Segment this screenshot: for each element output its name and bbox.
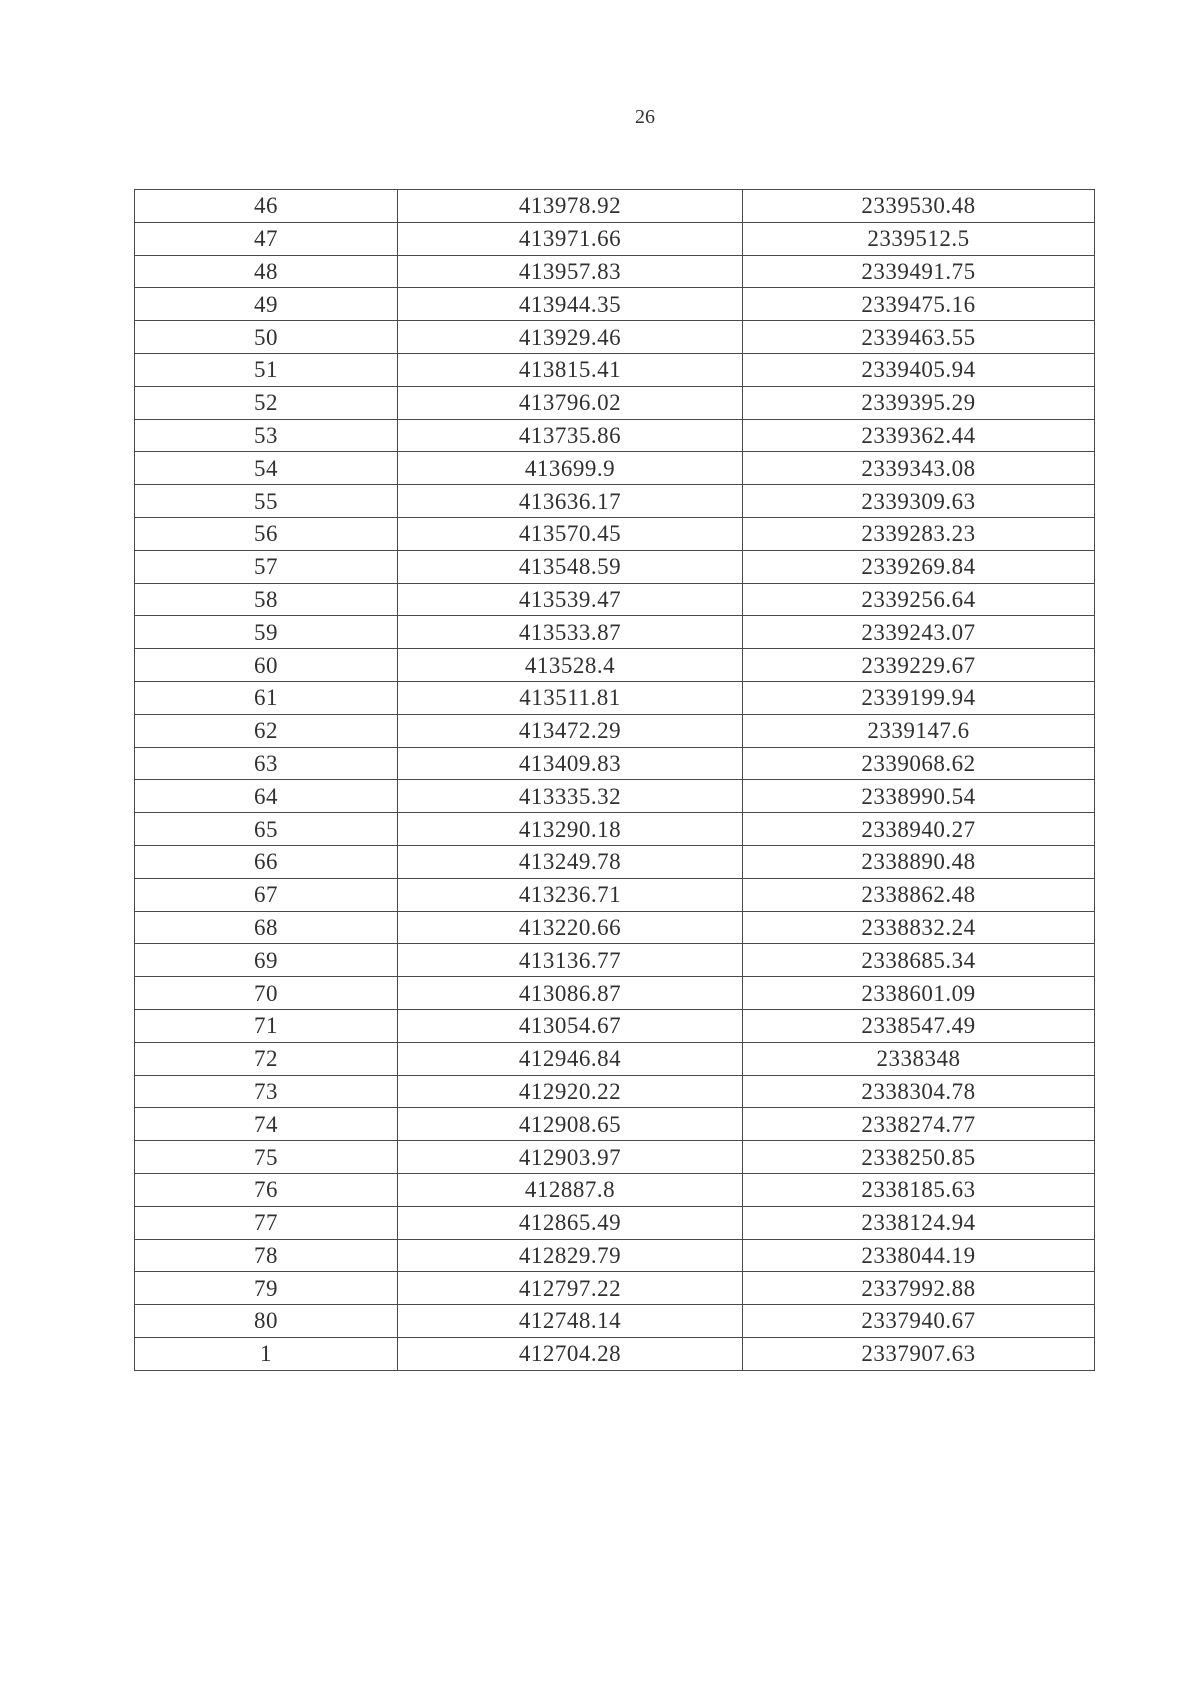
point-number-cell: 79	[135, 1272, 398, 1305]
table-row	[135, 485, 1095, 518]
point-number-cell: 59	[135, 616, 398, 649]
table-row	[135, 190, 1095, 223]
y-coordinate-cell: 2339283.23	[743, 517, 1095, 550]
y-coordinate-cell: 2339147.6	[743, 714, 1095, 747]
y-coordinate-cell: 2338862.48	[743, 878, 1095, 911]
x-coordinate-cell: 413971.66	[398, 222, 743, 255]
x-coordinate-cell: 413472.29	[398, 714, 743, 747]
y-coordinate-cell: 2338124.94	[743, 1206, 1095, 1239]
point-number-cell: 80	[135, 1305, 398, 1338]
x-coordinate-cell: 413533.87	[398, 616, 743, 649]
point-number-cell: 72	[135, 1042, 398, 1075]
x-coordinate-cell: 413815.41	[398, 353, 743, 386]
point-number-cell: 55	[135, 485, 398, 518]
x-coordinate-cell: 413548.59	[398, 550, 743, 583]
x-coordinate-cell: 413086.87	[398, 977, 743, 1010]
table-row	[135, 616, 1095, 649]
table-row	[135, 1009, 1095, 1042]
table-row	[135, 255, 1095, 288]
y-coordinate-cell: 2338185.63	[743, 1173, 1095, 1206]
x-coordinate-cell: 412865.49	[398, 1206, 743, 1239]
y-coordinate-cell: 2339309.63	[743, 485, 1095, 518]
x-coordinate-cell: 412903.97	[398, 1141, 743, 1174]
x-coordinate-cell: 412946.84	[398, 1042, 743, 1075]
point-number-cell: 64	[135, 780, 398, 813]
table-row	[135, 583, 1095, 616]
y-coordinate-cell: 2338547.49	[743, 1009, 1095, 1042]
y-coordinate-cell: 2338890.48	[743, 845, 1095, 878]
coordinate-table-container	[134, 189, 1094, 1371]
point-number-cell: 54	[135, 452, 398, 485]
x-coordinate-cell: 413054.67	[398, 1009, 743, 1042]
table-row	[135, 321, 1095, 354]
x-coordinate-cell: 413290.18	[398, 813, 743, 846]
y-coordinate-cell: 2337992.88	[743, 1272, 1095, 1305]
y-coordinate-cell: 2339229.67	[743, 649, 1095, 682]
point-number-cell: 56	[135, 517, 398, 550]
x-coordinate-cell: 413236.71	[398, 878, 743, 911]
table-row	[135, 1075, 1095, 1108]
x-coordinate-cell: 412920.22	[398, 1075, 743, 1108]
x-coordinate-cell: 413136.77	[398, 944, 743, 977]
y-coordinate-cell: 2338304.78	[743, 1075, 1095, 1108]
point-number-cell: 71	[135, 1009, 398, 1042]
table-row	[135, 1206, 1095, 1239]
x-coordinate-cell: 413957.83	[398, 255, 743, 288]
table-row	[135, 222, 1095, 255]
x-coordinate-cell: 412797.22	[398, 1272, 743, 1305]
table-row	[135, 845, 1095, 878]
x-coordinate-cell: 413570.45	[398, 517, 743, 550]
table-row	[135, 1337, 1095, 1370]
table-row	[135, 911, 1095, 944]
y-coordinate-cell: 2338601.09	[743, 977, 1095, 1010]
table-row	[135, 1272, 1095, 1305]
y-coordinate-cell: 2339256.64	[743, 583, 1095, 616]
x-coordinate-cell: 413735.86	[398, 419, 743, 452]
table-row	[135, 681, 1095, 714]
y-coordinate-cell: 2339362.44	[743, 419, 1095, 452]
y-coordinate-cell: 2339491.75	[743, 255, 1095, 288]
y-coordinate-cell: 2339475.16	[743, 288, 1095, 321]
x-coordinate-cell: 413511.81	[398, 681, 743, 714]
point-number-cell: 70	[135, 977, 398, 1010]
y-coordinate-cell: 2338940.27	[743, 813, 1095, 846]
table-row	[135, 288, 1095, 321]
x-coordinate-cell: 412704.28	[398, 1337, 743, 1370]
point-number-cell: 53	[135, 419, 398, 452]
point-number-cell: 58	[135, 583, 398, 616]
table-row	[135, 550, 1095, 583]
y-coordinate-cell: 2339243.07	[743, 616, 1095, 649]
y-coordinate-cell: 2338348	[743, 1042, 1095, 1075]
table-row	[135, 1108, 1095, 1141]
point-number-cell: 50	[135, 321, 398, 354]
x-coordinate-cell: 413409.83	[398, 747, 743, 780]
x-coordinate-cell: 413929.46	[398, 321, 743, 354]
x-coordinate-cell: 412887.8	[398, 1173, 743, 1206]
y-coordinate-cell: 2338250.85	[743, 1141, 1095, 1174]
x-coordinate-cell: 413796.02	[398, 386, 743, 419]
y-coordinate-cell: 2338044.19	[743, 1239, 1095, 1272]
point-number-cell: 66	[135, 845, 398, 878]
y-coordinate-cell: 2338990.54	[743, 780, 1095, 813]
x-coordinate-cell: 413249.78	[398, 845, 743, 878]
table-row	[135, 714, 1095, 747]
point-number-cell: 76	[135, 1173, 398, 1206]
table-row	[135, 386, 1095, 419]
point-number-cell: 75	[135, 1141, 398, 1174]
x-coordinate-cell: 413220.66	[398, 911, 743, 944]
point-number-cell: 62	[135, 714, 398, 747]
x-coordinate-cell: 413539.47	[398, 583, 743, 616]
point-number-cell: 57	[135, 550, 398, 583]
y-coordinate-cell: 2337940.67	[743, 1305, 1095, 1338]
point-number-cell: 48	[135, 255, 398, 288]
y-coordinate-cell: 2338274.77	[743, 1108, 1095, 1141]
x-coordinate-cell: 413978.92	[398, 190, 743, 223]
point-number-cell: 60	[135, 649, 398, 682]
page-number: 26	[635, 106, 655, 128]
table-row	[135, 1042, 1095, 1075]
y-coordinate-cell: 2339199.94	[743, 681, 1095, 714]
point-number-cell: 67	[135, 878, 398, 911]
coordinate-table	[134, 189, 1095, 1371]
x-coordinate-cell: 412829.79	[398, 1239, 743, 1272]
table-row	[135, 1305, 1095, 1338]
table-row	[135, 517, 1095, 550]
y-coordinate-cell: 2339269.84	[743, 550, 1095, 583]
y-coordinate-cell: 2339395.29	[743, 386, 1095, 419]
point-number-cell: 77	[135, 1206, 398, 1239]
point-number-cell: 63	[135, 747, 398, 780]
point-number-cell: 47	[135, 222, 398, 255]
y-coordinate-cell: 2339343.08	[743, 452, 1095, 485]
x-coordinate-cell: 413699.9	[398, 452, 743, 485]
table-row	[135, 353, 1095, 386]
point-number-cell: 52	[135, 386, 398, 419]
y-coordinate-cell: 2339512.5	[743, 222, 1095, 255]
table-row	[135, 452, 1095, 485]
point-number-cell: 46	[135, 190, 398, 223]
table-row	[135, 1173, 1095, 1206]
table-row	[135, 944, 1095, 977]
x-coordinate-cell: 413528.4	[398, 649, 743, 682]
x-coordinate-cell: 412748.14	[398, 1305, 743, 1338]
y-coordinate-cell: 2337907.63	[743, 1337, 1095, 1370]
table-row	[135, 1239, 1095, 1272]
point-number-cell: 73	[135, 1075, 398, 1108]
table-row	[135, 977, 1095, 1010]
table-row	[135, 649, 1095, 682]
point-number-cell: 49	[135, 288, 398, 321]
y-coordinate-cell: 2339068.62	[743, 747, 1095, 780]
point-number-cell: 69	[135, 944, 398, 977]
point-number-cell: 61	[135, 681, 398, 714]
table-row	[135, 813, 1095, 846]
point-number-cell: 51	[135, 353, 398, 386]
table-row	[135, 747, 1095, 780]
x-coordinate-cell: 412908.65	[398, 1108, 743, 1141]
table-row	[135, 878, 1095, 911]
point-number-cell: 68	[135, 911, 398, 944]
table-row	[135, 1141, 1095, 1174]
table-row	[135, 419, 1095, 452]
y-coordinate-cell: 2338685.34	[743, 944, 1095, 977]
point-number-cell: 65	[135, 813, 398, 846]
y-coordinate-cell: 2339463.55	[743, 321, 1095, 354]
y-coordinate-cell: 2339530.48	[743, 190, 1095, 223]
point-number-cell: 1	[135, 1337, 398, 1370]
x-coordinate-cell: 413944.35	[398, 288, 743, 321]
table-row	[135, 780, 1095, 813]
point-number-cell: 74	[135, 1108, 398, 1141]
table-body	[135, 190, 1095, 1371]
y-coordinate-cell: 2338832.24	[743, 911, 1095, 944]
y-coordinate-cell: 2339405.94	[743, 353, 1095, 386]
x-coordinate-cell: 413335.32	[398, 780, 743, 813]
point-number-cell: 78	[135, 1239, 398, 1272]
x-coordinate-cell: 413636.17	[398, 485, 743, 518]
